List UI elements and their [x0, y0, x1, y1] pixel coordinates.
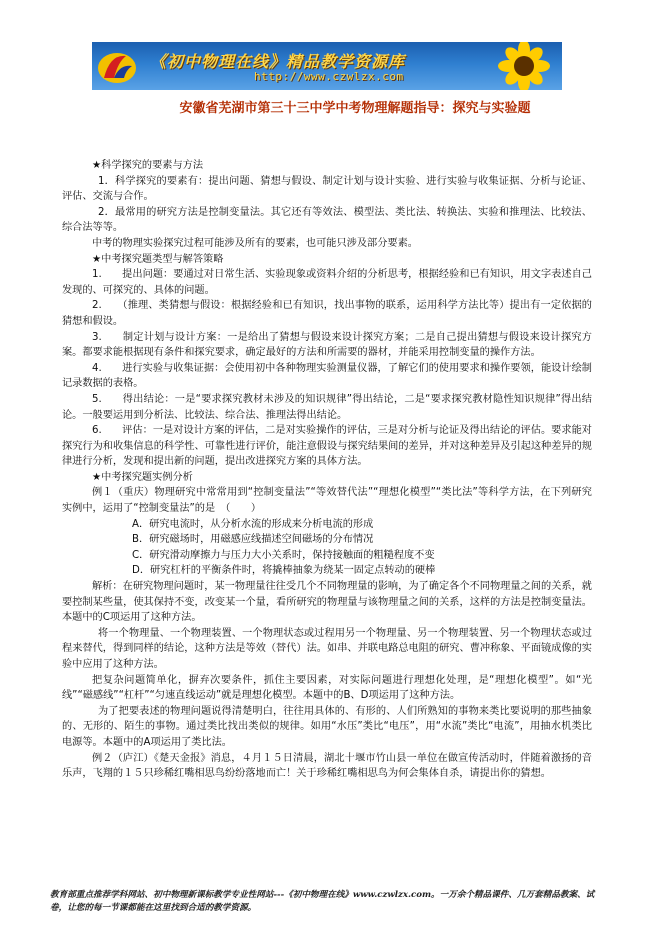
answer-option: B．研究磁场时，用磁感应线描述空间磁场的分布情况 [132, 534, 374, 546]
paragraph: 1．科学探究的要素有：提出问题、猜想与假设、制定计划与设计实验、进行实验与收集证据、分析与论证、评估、交流与合作。 [62, 175, 592, 203]
list-item: 3. 制定计划与设计方案：一是给出了猜想与假设来设计探究方案；二是自己提出猜想与假设来设计探究方案。都要求能根据现有条件和探究要求，确定最好的方法和所需要的器材，并能采用控制变量的操作方法。 [62, 331, 592, 359]
analysis-paragraph: 把复杂问题简单化，摒弃次要条件，抓住主要因素，对实际问题进行理想化处理，是“理想化模型”。如“光线”“磁感线”“杠杆”“匀速直线运动”就是理想化模型。本题中的B、D项运用了这种方法。 [62, 674, 592, 702]
page-footer: 教育部重点推荐学科网站、初中物理新课标教学专业性网站---《初中物理在线》www.czwlzx.com。一万余个精品课件、几万套精品教案、试卷，让您的每一节课都能在这里找到合适的教学资源。 [50, 890, 595, 913]
paragraph: 中考的物理实验探究过程可能涉及所有的要素，也可能只涉及部分要素。 [92, 237, 418, 249]
list-item: 5. 得出结论：一是“要求探究教材未涉及的知识规律”得出结论，二是“要求探究教材隐性知识规律”得出结论。一般要运用到分析法、比较法、综合法、推理法得出结论。 [62, 393, 592, 421]
answer-option: D．研究杠杆的平衡条件时，将撬棒抽象为绕某一固定点转动的硬棒 [132, 565, 436, 577]
section-heading: ★中考探究题实例分析 [92, 471, 193, 483]
site-logo-icon [96, 48, 138, 86]
sunflower-icon [494, 42, 554, 90]
section-heading: ★科学探究的要素与方法 [92, 160, 204, 171]
paragraph: 2．最常用的研究方法是控制变量法。其它还有等效法、模型法、类比法、转换法、实验和推理法、比较法、综合法等等。 [62, 206, 592, 234]
example-question: 例２（庐江）《楚天金报》消息，４月１５日清晨，湖北十堰市竹山县一单位在做宣传活动时，伴随着激扬的音乐声，飞翔的１５只珍稀红嘴相思鸟纷纷落地而亡！关于珍稀红嘴相思鸟为何会集体自杀，请提出你的猜想。 [62, 752, 592, 780]
analysis-paragraph: 将一个物理量、一个物理装置、一个物理状态或过程用另一个物理量、另一个物理装置、另一个物理状态或过程来替代，得到同样的结论，这种方法是等效（替代）法。如串、并联电路总电阻的研究、曹冲称象、平面镜成像的实验中应用了这种方法。 [62, 627, 592, 670]
list-item: 4. 进行实验与收集证据：会使用初中各种物理实验测量仪器，了解它们的使用要求和操作要领，能设计绘制记录数据的表格。 [62, 362, 592, 390]
page-title: 安徽省芜湖市第三十三中学中考物理解题指导：探究与实验题 [179, 101, 531, 116]
section-heading: ★中考探究题类型与解答策略 [92, 253, 224, 265]
example-question: 例１（重庆）物理研究中常常用到“控制变量法”“等效替代法”“理想化模型”“类比法”等科学方法，在下列研究实例中，运用了“控制变量法”的是 （ ） [62, 487, 592, 515]
list-item: 1. 提出问题：要通过对日常生活、实验现象或资料介绍的分析思考，根据经验和已有知识，用文字表述自己发现的、可探究的、具体的问题。 [62, 269, 592, 296]
answer-option: A．研究电流时，从分析水流的形成来分析电流的形成 [132, 518, 374, 530]
analysis-paragraph: 解析：在研究物理问题时，某一物理量往往受几个不同物理量的影响，为了确定各个不同物理量之间的关系，就要控制某些量，使其保持不变，改变某一个量，看所研究的物理量与该物理量之间的关系，这样的方法是控制变量法。本题中的C项运用了这种方法。 [62, 581, 592, 624]
banner-url[interactable]: http://www.czwlzx.com [254, 70, 404, 83]
list-item: 6. 评估：一是对设计方案的评估，二是对实验操作的评估，三是对分析与论证及得出结论的评估。要求能对探究行为和收集信息的科学性、可靠性进行评价，能注意假设与探究结果间的差异，并对这种差异及引起这种差异的规律进行分析，发现和提出新的问题，提出改进探究方案的具体方法。 [62, 425, 592, 468]
document-body [62, 158, 592, 782]
banner-title: 《初中物理在线》精品教学资源库 [150, 52, 406, 71]
analysis-paragraph: 为了把要表述的物理问题说得清楚明白，往往用具体的、有形的、人们所熟知的事物来类比要说明的那些抽象的、无形的、陌生的事物。通过类比找出类似的规律。如用“水压”类比“电压”，用“水流”类比“电流”，用抽水机类比电源等。本题中的A项运用了类比法。 [62, 705, 592, 748]
answer-option: C．研究滑动摩擦力与压力大小关系时，保持接触面的粗糙程度不变 [132, 549, 435, 561]
header-banner [92, 42, 562, 90]
list-item: 2. （推理、类猜想与假设：根据经验和已有知识，找出事物的联系，运用科学方法比等）提出有一定依据的猜想和假设。 [62, 300, 592, 327]
